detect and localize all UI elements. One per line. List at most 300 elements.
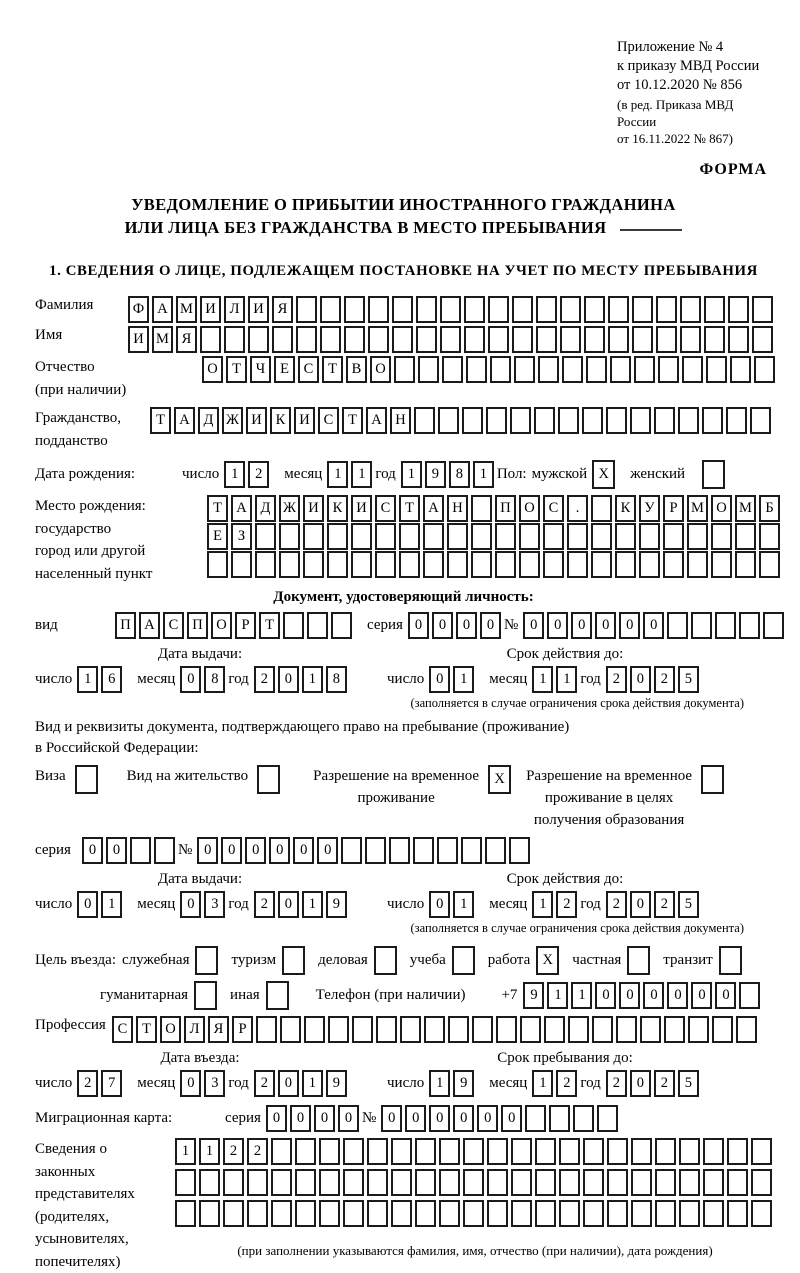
char-cell: Т xyxy=(226,356,247,383)
char-cell xyxy=(296,326,317,353)
char-cell xyxy=(447,523,468,550)
char-cell xyxy=(375,523,396,550)
char-cell xyxy=(583,1138,604,1165)
char-cell xyxy=(567,523,588,550)
char-cell xyxy=(679,1138,700,1165)
field-birth-place xyxy=(35,495,772,585)
char-cell xyxy=(343,1169,364,1196)
char-cell: 0 xyxy=(106,837,127,864)
char-cell: Т xyxy=(322,356,343,383)
char-cell xyxy=(719,946,742,975)
char-cell xyxy=(439,1169,460,1196)
identity-doc-date-labels xyxy=(35,645,772,664)
char-cell xyxy=(512,296,533,323)
char-cell: Я xyxy=(176,326,197,353)
profession-label: Профессия xyxy=(35,1016,112,1035)
char-cell: И xyxy=(351,495,372,522)
citizenship-label-line1: Гражданство, xyxy=(35,407,150,430)
char-cell: Ч xyxy=(250,356,271,383)
char-cell xyxy=(391,1138,412,1165)
doc-kind-cells xyxy=(115,612,355,639)
char-cell xyxy=(423,523,444,550)
char-cell xyxy=(702,407,723,434)
char-cell: Ф xyxy=(128,296,149,323)
char-cell: 1 xyxy=(199,1138,220,1165)
char-cell xyxy=(752,296,773,323)
char-cell xyxy=(559,1200,580,1227)
char-cell xyxy=(271,1200,292,1227)
char-cell: И xyxy=(248,296,269,323)
char-cell xyxy=(511,1169,532,1196)
char-cell xyxy=(759,551,780,578)
char-cell xyxy=(543,551,564,578)
legal-reps-label-line: законных xyxy=(35,1161,175,1184)
char-cell: 0 xyxy=(180,891,201,918)
char-cell: 9 xyxy=(326,1070,347,1097)
char-cell: Л xyxy=(184,1016,205,1043)
char-cell xyxy=(535,1169,556,1196)
char-cell xyxy=(271,1138,292,1165)
char-cell: 0 xyxy=(547,612,568,639)
field-surname xyxy=(35,296,772,323)
char-cell: 3 xyxy=(204,891,225,918)
validity-note: (заполняется в случае ограничения срока действия документа) xyxy=(35,921,772,936)
char-cell xyxy=(682,356,703,383)
residence-seriya-cells xyxy=(82,837,178,864)
char-cell xyxy=(608,326,629,353)
char-cell: М xyxy=(687,495,708,522)
char-cell xyxy=(392,326,413,353)
char-cell xyxy=(514,356,535,383)
char-cell: 1 xyxy=(101,891,122,918)
residence-permit-checkbox xyxy=(257,765,283,794)
temp-residence-edu-label xyxy=(526,765,692,831)
entry-stay-dates xyxy=(35,1070,772,1097)
char-cell: X xyxy=(592,460,615,489)
res-valid-day-cells xyxy=(429,891,477,918)
purpose-work-checkbox xyxy=(536,946,562,975)
temp-residence-edu-label-line: получения образования xyxy=(526,809,692,831)
year-label: год xyxy=(580,1074,600,1093)
visa-label: Виза xyxy=(35,765,66,787)
issue-date-label: Дата выдачи: xyxy=(35,645,365,664)
char-cell: 0 xyxy=(269,837,290,864)
year-label: год xyxy=(580,670,600,689)
char-cell xyxy=(344,326,365,353)
sex-male-label: мужской xyxy=(532,465,588,484)
seriya-label: серия xyxy=(35,841,71,860)
char-cell: 1 xyxy=(175,1138,196,1165)
char-cell xyxy=(194,981,217,1010)
char-cell xyxy=(664,1016,685,1043)
year-label: год xyxy=(228,670,248,689)
char-cell xyxy=(75,765,98,794)
char-cell xyxy=(655,1200,676,1227)
char-cell xyxy=(726,407,747,434)
purpose-business-checkbox xyxy=(374,946,400,975)
char-cell xyxy=(471,495,492,522)
temp-residence-edu-label-line: Разрешение на временное xyxy=(526,765,692,787)
char-cell: 8 xyxy=(326,666,347,693)
char-cell xyxy=(413,837,434,864)
char-cell xyxy=(704,326,725,353)
char-cell: 0 xyxy=(595,982,616,1009)
char-cell xyxy=(418,356,439,383)
char-cell: О xyxy=(160,1016,181,1043)
char-cell: 2 xyxy=(247,1138,268,1165)
seriya-label: серия xyxy=(367,616,403,635)
char-cell xyxy=(195,946,218,975)
char-cell xyxy=(687,523,708,550)
char-cell xyxy=(634,356,655,383)
char-cell xyxy=(175,1169,196,1196)
entry-stay-labels xyxy=(35,1049,772,1068)
char-cell: 7 xyxy=(101,1070,122,1097)
char-cell xyxy=(391,1169,412,1196)
legal-reps-label-line: попечителях) xyxy=(35,1251,175,1273)
citizenship-cells xyxy=(150,407,774,434)
birth-place-row1-cells xyxy=(207,495,783,522)
stay-year-cells xyxy=(606,1070,702,1097)
char-cell: М xyxy=(176,296,197,323)
phone-label: Телефон (при наличии) xyxy=(316,987,466,1004)
char-cell: Т xyxy=(150,407,171,434)
stay-day-cells xyxy=(429,1070,477,1097)
char-cell: О xyxy=(211,612,232,639)
field-given-name xyxy=(35,326,772,353)
option-temp-residence-edu xyxy=(526,765,727,831)
char-cell xyxy=(654,407,675,434)
char-cell xyxy=(303,523,324,550)
char-cell: В xyxy=(346,356,367,383)
legal-reps-row2-cells xyxy=(175,1169,775,1196)
birth-place-label xyxy=(35,495,207,585)
char-cell xyxy=(199,1169,220,1196)
entry-month-cells xyxy=(180,1070,228,1097)
char-cell: К xyxy=(327,495,348,522)
char-cell: 1 xyxy=(556,666,577,693)
char-cell xyxy=(439,1138,460,1165)
char-cell xyxy=(328,1016,349,1043)
char-cell: 0 xyxy=(456,612,477,639)
char-cell: Р xyxy=(232,1016,253,1043)
char-cell xyxy=(319,1200,340,1227)
legal-reps-row1-cells xyxy=(175,1138,775,1165)
surname-cells xyxy=(128,296,776,323)
char-cell xyxy=(307,612,328,639)
char-cell xyxy=(615,551,636,578)
char-cell: 5 xyxy=(678,666,699,693)
char-cell xyxy=(266,981,289,1010)
char-cell xyxy=(656,296,677,323)
legal-reps-label xyxy=(35,1138,175,1273)
char-cell xyxy=(423,551,444,578)
char-cell xyxy=(466,356,487,383)
char-cell xyxy=(583,1169,604,1196)
char-cell: 0 xyxy=(290,1105,311,1132)
char-cell: 1 xyxy=(429,1070,450,1097)
char-cell: 0 xyxy=(314,1105,335,1132)
char-cell xyxy=(535,1138,556,1165)
char-cell: С xyxy=(298,356,319,383)
char-cell xyxy=(639,551,660,578)
char-cell: 0 xyxy=(82,837,103,864)
char-cell xyxy=(399,551,420,578)
field-legal-reps xyxy=(35,1138,772,1273)
field-birth-date xyxy=(35,460,772,489)
char-cell xyxy=(488,296,509,323)
char-cell xyxy=(279,551,300,578)
char-cell xyxy=(461,837,482,864)
month-label: месяц xyxy=(489,1074,527,1093)
legal-reps-row3-cells xyxy=(175,1200,775,1227)
char-cell: 0 xyxy=(180,1070,201,1097)
purpose-transit-checkbox xyxy=(719,946,745,975)
char-cell: И xyxy=(128,326,149,353)
char-cell xyxy=(389,837,410,864)
char-cell: А xyxy=(366,407,387,434)
char-cell: 2 xyxy=(556,1070,577,1097)
header-line: от 16.11.2022 № 867) xyxy=(617,130,772,147)
purpose-study-label: учеба xyxy=(410,952,446,969)
char-cell xyxy=(392,296,413,323)
char-cell xyxy=(247,1200,268,1227)
char-cell: 2 xyxy=(254,1070,275,1097)
char-cell: М xyxy=(735,495,756,522)
char-cell xyxy=(207,551,228,578)
char-cell xyxy=(703,1138,724,1165)
birth-place-row2-cells xyxy=(207,523,783,550)
day-label: число xyxy=(387,670,424,689)
char-cell: С xyxy=(375,495,396,522)
field-migration-card xyxy=(35,1105,772,1132)
sex-male-checkbox xyxy=(592,460,618,489)
day-label: число xyxy=(35,1074,72,1093)
char-cell xyxy=(735,523,756,550)
purpose-private-checkbox xyxy=(627,946,653,975)
char-cell: 1 xyxy=(77,666,98,693)
char-cell xyxy=(711,523,732,550)
char-cell: С xyxy=(318,407,339,434)
char-cell: 0 xyxy=(619,612,640,639)
char-cell xyxy=(606,407,627,434)
char-cell xyxy=(592,1016,613,1043)
sex-female-checkbox xyxy=(702,460,728,489)
day-label: число xyxy=(35,670,72,689)
char-cell xyxy=(368,296,389,323)
char-cell: П xyxy=(495,495,516,522)
char-cell: Т xyxy=(207,495,228,522)
header-line: к приказу МВД России xyxy=(617,57,772,76)
option-temp-residence xyxy=(313,765,514,809)
char-cell xyxy=(727,1200,748,1227)
month-label: месяц xyxy=(284,465,322,484)
char-cell: Ж xyxy=(279,495,300,522)
char-cell xyxy=(509,837,530,864)
char-cell xyxy=(586,356,607,383)
char-cell xyxy=(656,326,677,353)
char-cell: 0 xyxy=(523,612,544,639)
char-cell xyxy=(464,296,485,323)
char-cell xyxy=(352,1016,373,1043)
char-cell xyxy=(573,1105,594,1132)
temp-residence-label xyxy=(313,765,479,809)
char-cell xyxy=(511,1200,532,1227)
char-cell xyxy=(319,1169,340,1196)
char-cell: . xyxy=(567,495,588,522)
char-cell xyxy=(536,296,557,323)
char-cell xyxy=(631,1138,652,1165)
char-cell xyxy=(730,356,751,383)
char-cell: 0 xyxy=(630,666,651,693)
char-cell xyxy=(511,1138,532,1165)
char-cell xyxy=(591,523,612,550)
char-cell xyxy=(632,296,653,323)
char-cell xyxy=(248,326,269,353)
residence-doc-line1: Вид и реквизиты документа, подтверждающего право на пребывание (проживание) xyxy=(35,719,772,736)
char-cell xyxy=(667,612,688,639)
option-residence-permit xyxy=(127,765,283,794)
header-line: от 10.12.2020 № 856 xyxy=(617,76,772,95)
char-cell: 2 xyxy=(77,1070,98,1097)
char-cell xyxy=(763,612,784,639)
char-cell: 1 xyxy=(224,461,245,488)
char-cell xyxy=(728,296,749,323)
char-cell xyxy=(496,1016,517,1043)
char-cell xyxy=(255,551,276,578)
char-cell: 0 xyxy=(266,1105,287,1132)
char-cell xyxy=(416,326,437,353)
char-cell xyxy=(367,1138,388,1165)
char-cell xyxy=(272,326,293,353)
char-cell xyxy=(296,296,317,323)
char-cell: О xyxy=(202,356,223,383)
char-cell: Д xyxy=(255,495,276,522)
char-cell: 2 xyxy=(606,1070,627,1097)
char-cell xyxy=(655,1138,676,1165)
char-cell xyxy=(343,1138,364,1165)
char-cell xyxy=(415,1169,436,1196)
char-cell: 0 xyxy=(630,1070,651,1097)
char-cell xyxy=(282,946,305,975)
char-cell xyxy=(438,407,459,434)
purpose-work-label: работа xyxy=(488,952,531,969)
stay-until-label: Срок пребывания до: xyxy=(365,1049,765,1068)
field-profession xyxy=(35,1016,772,1043)
char-cell: М xyxy=(152,326,173,353)
birth-place-label-line: населенный пункт xyxy=(35,563,207,586)
char-cell: 1 xyxy=(532,1070,553,1097)
visit-purpose-row1 xyxy=(35,946,772,975)
char-cell xyxy=(462,407,483,434)
stay-month-cells xyxy=(532,1070,580,1097)
char-cell: 0 xyxy=(571,612,592,639)
res-issue-year-cells xyxy=(254,891,350,918)
char-cell: 0 xyxy=(77,891,98,918)
purpose-business-label: деловая xyxy=(318,952,368,969)
char-cell: Н xyxy=(447,495,468,522)
char-cell xyxy=(534,407,555,434)
char-cell xyxy=(704,296,725,323)
char-cell xyxy=(610,356,631,383)
given-name-cells xyxy=(128,326,776,353)
char-cell xyxy=(560,296,581,323)
char-cell: А xyxy=(231,495,252,522)
char-cell xyxy=(463,1169,484,1196)
month-label: месяц xyxy=(489,670,527,689)
char-cell xyxy=(255,523,276,550)
char-cell xyxy=(485,837,506,864)
char-cell xyxy=(687,551,708,578)
char-cell xyxy=(519,523,540,550)
birth-month-cells xyxy=(327,461,375,488)
char-cell xyxy=(463,1200,484,1227)
char-cell xyxy=(715,612,736,639)
patronymic-cells xyxy=(202,356,778,383)
temp-residence-edu-checkbox xyxy=(701,765,727,794)
char-cell xyxy=(627,946,650,975)
char-cell: 0 xyxy=(338,1105,359,1132)
birth-date-label: Дата рождения: xyxy=(35,465,177,484)
sex-label: Пол: xyxy=(497,465,527,484)
header-line: (в ред. Приказа МВД России xyxy=(617,96,772,130)
issue-month-cells xyxy=(180,666,228,693)
char-cell: Т xyxy=(136,1016,157,1043)
char-cell xyxy=(658,356,679,383)
char-cell: Р xyxy=(663,495,684,522)
char-cell: А xyxy=(139,612,160,639)
purpose-other-checkbox xyxy=(266,981,292,1010)
char-cell xyxy=(754,356,775,383)
temp-residence-edu-label-line: проживание в целях xyxy=(526,787,692,809)
char-cell xyxy=(351,523,372,550)
char-cell xyxy=(471,523,492,550)
purpose-private-label: частная xyxy=(572,952,621,969)
char-cell xyxy=(224,326,245,353)
char-cell xyxy=(607,1200,628,1227)
char-cell xyxy=(399,523,420,550)
char-cell xyxy=(344,296,365,323)
char-cell xyxy=(736,1016,757,1043)
char-cell: 1 xyxy=(351,461,372,488)
char-cell: 8 xyxy=(449,461,470,488)
char-cell xyxy=(535,1200,556,1227)
char-cell xyxy=(559,1138,580,1165)
phone-cells xyxy=(523,982,763,1009)
char-cell xyxy=(247,1169,268,1196)
citizenship-label-line2: подданство xyxy=(35,430,150,453)
valid-year-cells xyxy=(606,666,702,693)
valid-until-label: Срок действия до: xyxy=(365,645,765,664)
char-cell xyxy=(490,356,511,383)
char-cell xyxy=(678,407,699,434)
char-cell xyxy=(655,1169,676,1196)
char-cell xyxy=(495,523,516,550)
char-cell: 0 xyxy=(595,612,616,639)
char-cell xyxy=(424,1016,445,1043)
citizenship-label xyxy=(35,407,150,452)
char-cell: А xyxy=(152,296,173,323)
temp-residence-label-line: Разрешение на временное xyxy=(313,765,479,787)
char-cell: С xyxy=(163,612,184,639)
form-title xyxy=(35,193,772,239)
day-label: число xyxy=(182,465,219,484)
char-cell xyxy=(735,551,756,578)
char-cell: Е xyxy=(207,523,228,550)
char-cell xyxy=(706,356,727,383)
char-cell xyxy=(536,326,557,353)
char-cell xyxy=(739,982,760,1009)
